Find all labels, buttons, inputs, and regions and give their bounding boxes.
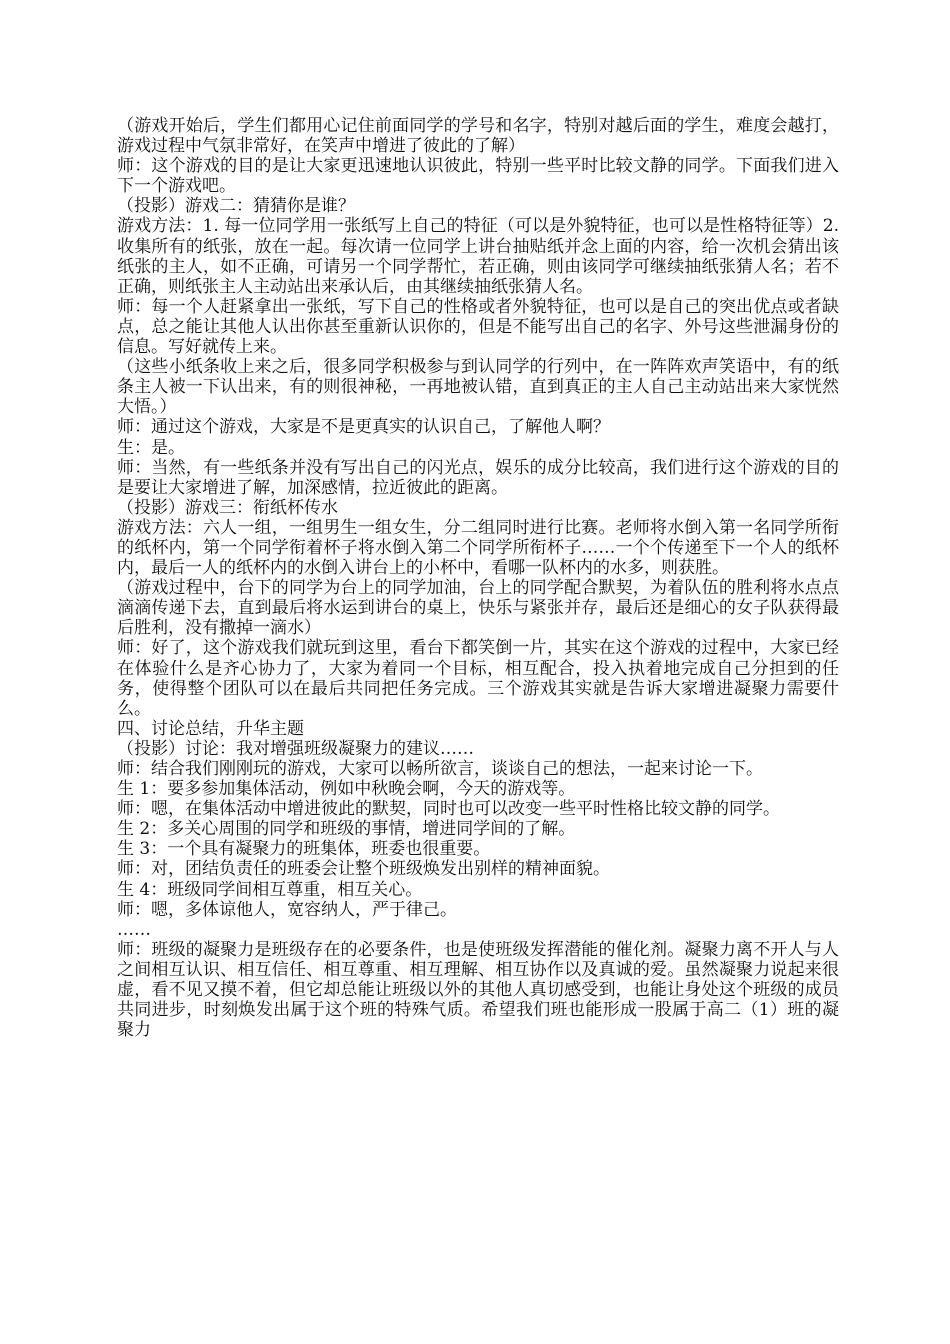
paragraph-teacher-3: 师：通过这个游戏，大家是不是更真实的认识自己，了解他人啊？ [117,417,610,438]
paragraph-ellipsis: …… [117,919,151,940]
paragraph-teacher-6: 师：结合我们刚刚玩的游戏，大家可以畅所欲言，谈谈自己的想法，一起来讨论一下。 [117,759,763,779]
paragraph-student-3: 生 3：一个具有凝聚力的班集体，班委也很重要。 [117,839,491,860]
paragraph-game-note-3: （游戏过程中，台下的同学为台上的同学加油，台上的同学配合默契，为着队伍的胜利将水点点滴滴传递下去，直到最后将水运到讲台的桌上，快乐与紧张并存，最后还是细心的女子队获得最后胜利，没有撒掉一滴水） [117,578,839,639]
paragraph-student-1: 生 1：要多参加集体活动，例如中秋晚会啊，今天的游戏等。 [117,779,576,800]
paragraph-game-note-1: （游戏开始后，学生们都用心记住前面同学的学号和名字，特别对越后面的学生，难度会越打，游戏过程中气氛非常好，在笑声中增进了彼此的了解） [117,116,839,157]
paragraph-student-reply: 生：是。 [117,437,185,458]
paragraph-teacher-9: 师：嗯，多体谅他人，宽容纳人，严于律己。 [117,899,457,920]
document-page [117,116,839,1040]
paragraph-teacher-2: 师：每一个人赶紧拿出一张纸，写下自己的性格或者外貌特征，也可以是自己的突出优点或者缺点，总之能让其他人认出你甚至重新认识你的，但是不能写出自己的名字、外号这些泄漏身份的信息。写好就传上来。 [117,296,839,358]
paragraph-game3-title: （投影）游戏三：衔纸杯传水 [117,497,338,518]
paragraph-teacher-5: 师：好了，这个游戏我们就玩到这里，看台下都笑倒一片，其实在这个游戏的过程中，大家已经在体验什么是齐心协力了，大家为着同一个目标，相互配合，投入执着地完成自己分担到的任务，使得整个团队可以在最后共同把任务完成。三个游戏其实就是告诉大家增进凝聚力需要什么。 [117,638,839,719]
paragraph-student-4: 生 4：班级同学间相互尊重，相互关心。 [117,879,423,900]
paragraph-teacher-7: 师：嗯，在集体活动中增进彼此的默契，同时也可以改变一些平时性格比较文静的同学。 [117,799,780,820]
paragraph-game2-title: （投影）游戏二：猜猜你是谁？ [117,196,355,217]
paragraph-game-note-2: （这些小纸条收上来之后，很多同学积极参与到认同学的行列中，在一阵阵欢声笑语中，有的纸条主人被一下认出来，有的则很神秘，一再地被认错，直到真正的主人自己主动站出来大家恍然大悟。） [117,357,839,418]
paragraph-teacher-8: 师：对，团结负责任的班委会让整个班级焕发出别样的精神面貌。 [117,859,610,880]
paragraph-discussion-title: （投影）讨论：我对增强班级凝聚力的建议…… [117,738,474,759]
section-heading: 四、讨论总结，升华主题 [117,718,304,739]
paragraph-game3-method: 游戏方法：六人一组，一组男生一组女生，分二组同时进行比赛。老师将水倒入第一名同学所衔的纸杯内，第一个同学衔着杯子将水倒入第二个同学所衔杯子……一个个传递至下一个人的纸杯内，最后一人的纸杯内的水倒入讲台上的小杯中，看哪一队杯内的水多，则获胜。 [117,517,839,579]
paragraph-game2-method: 游戏方法：1. 每一位同学用一张纸写上自己的特征（可以是外貌特征，也可以是性格特征等）2. 收集所有的纸张，放在一起。每次请一位同学上讲台抽贴纸并念上面的内容，给一次机会猜出该纸张的主人，如不正确，可请另一个同学帮忙，若正确，则由该同学可继续抽纸张猜人名；若不正确，则纸张主人主动站出来承认后，由其继续抽纸张猜人名。 [117,216,839,297]
paragraph-teacher-conclusion: 师：班级的凝聚力是班级存在的必要条件，也是使班级发挥潜能的催化剂。凝聚力离不开人与人之间相互认识、相互信任、相互尊重、相互理解、相互协作以及真诚的爱。虽然凝聚力说起来很虚，看不见又摸不着，但它却总能让班级以外的其他人真切感受到，也能让身处这个班级的成员共同进步，时刻焕发出属于这个班的特殊气质。希望我们班也能形成一股属于高二（1）班的凝聚力 [117,939,839,1041]
paragraph-teacher-4: 师：当然，有一些纸条并没有写出自己的闪光点，娱乐的成分比较高，我们进行这个游戏的目的是要让大家增进了解，加深感情，拉近彼此的距离。 [117,457,839,498]
paragraph-teacher-1: 师：这个游戏的目的是让大家更迅速地认识彼此，特别一些平时比较文静的同学。下面我们进入下一个游戏吧。 [117,156,839,197]
paragraph-student-2: 生 2：多关心周围的同学和班级的事情，增进同学间的了解。 [117,819,576,840]
